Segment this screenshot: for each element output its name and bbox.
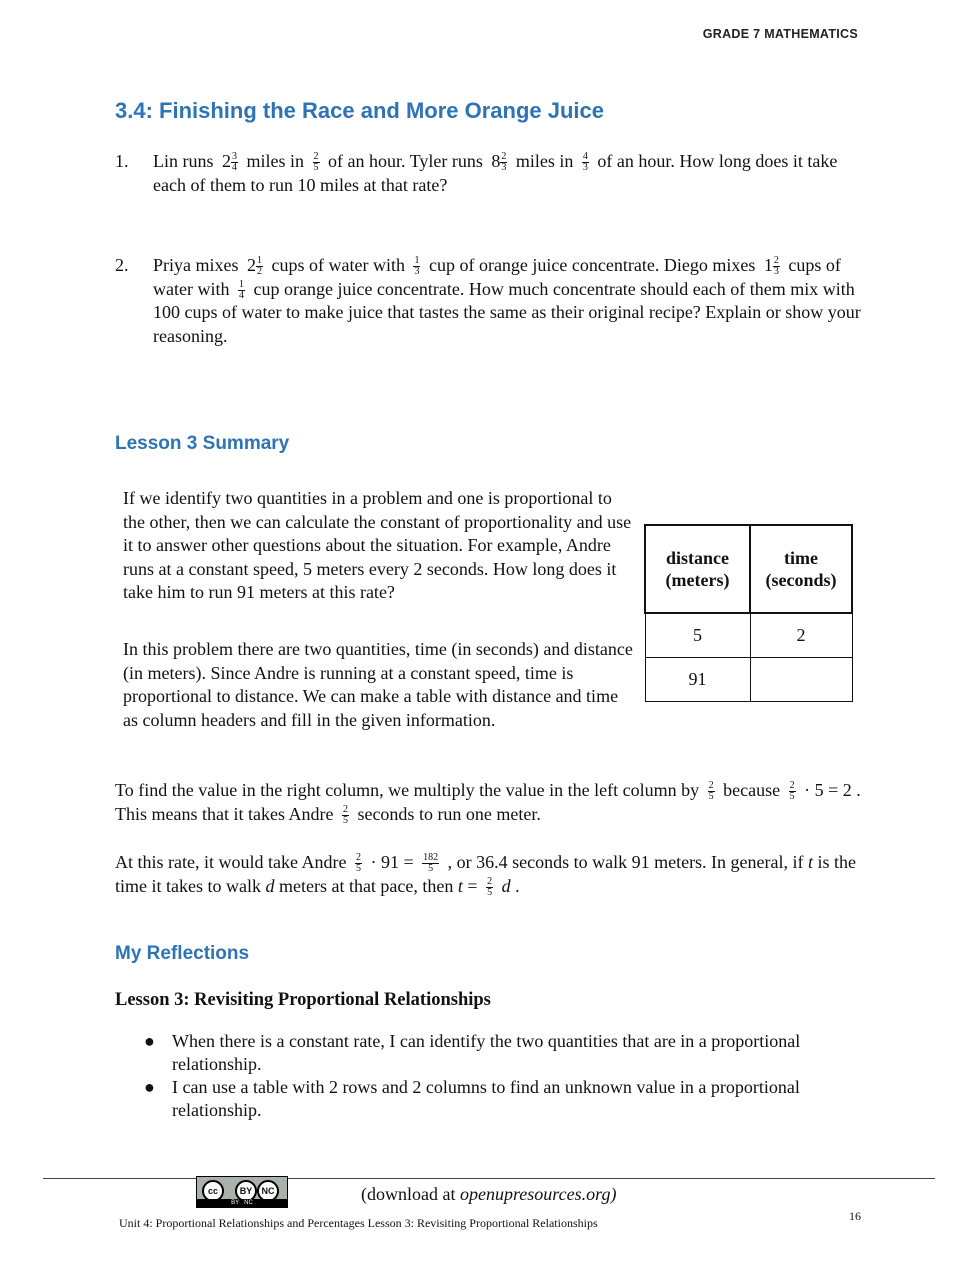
bullet-icon: ● — [144, 1077, 155, 1097]
cc-by-nc-license-icon: cc BY NC BY NC — [196, 1176, 288, 1208]
list-item: ● When there is a constant rate, I can identify the two quantities that are in a proportional relationship. — [144, 1031, 801, 1074]
table-row — [645, 657, 852, 701]
footer-unit-line: Unit 4: Proportional Relationships and Percentages Lesson 3: Revisiting Proportional Relationships — [119, 1216, 598, 1230]
numerator: 2 — [773, 255, 779, 267]
text-run: Priya mixes — [153, 255, 239, 275]
text-run: of an hour. Tyler runs — [328, 151, 483, 171]
denominator: 5 — [313, 162, 319, 174]
math-variable: d — [265, 875, 275, 896]
download-link[interactable]: openupresources.org) — [459, 1184, 617, 1204]
denominator: 4 — [238, 289, 244, 301]
numerator: 1 — [238, 278, 244, 290]
reflections-list — [115, 1030, 815, 1122]
numerator: 3 — [232, 151, 237, 163]
fraction — [582, 152, 589, 173]
problem-number: 1. — [115, 151, 129, 171]
list-item: ● I can use a table with 2 rows and 2 columns to find an unknown value in a proportional relationship. — [144, 1077, 800, 1120]
text-run: cups of water with — [271, 255, 405, 275]
math-variable: t — [457, 875, 463, 896]
numerator: 2 — [342, 803, 348, 815]
footer-divider — [43, 1178, 935, 1179]
text-run: To find the value in the right column, we multiply the value in the left column by — [115, 780, 700, 800]
text-run: cups of water with — [153, 255, 841, 299]
text-run: is the time it takes to walk — [115, 852, 857, 896]
text-run: At this rate, it would take Andre — [115, 852, 347, 872]
text-run: miles in — [246, 151, 304, 171]
text-run: Lin runs — [153, 151, 214, 171]
denominator: 3 — [773, 266, 779, 278]
problem-number: 2. — [115, 255, 129, 275]
denominator: 5 — [428, 863, 434, 875]
denominator: 5 — [789, 791, 795, 803]
denominator: 5 — [708, 791, 714, 803]
math-variable: t — [808, 852, 814, 872]
math-variable: d — [501, 875, 511, 896]
summary-paragraph-2: In this problem there are two quantities, time (in seconds) and distance (in meters). Since Andre is running at a constant speed, time is proportional to distance. We can make a table with distance and time as column headers and fill in the given information. — [123, 639, 633, 730]
text-run: · 91 = — [370, 852, 414, 872]
denominator: 5 — [342, 814, 348, 826]
text-run: because — [723, 780, 781, 800]
mixed-number-whole: 2 — [222, 151, 231, 171]
page-title: 3.4: Finishing the Race and More Orange Juice — [115, 98, 605, 123]
table-cell — [750, 657, 852, 701]
fraction — [313, 152, 320, 173]
page-number: 16 — [849, 1209, 861, 1223]
denominator: 3 — [582, 162, 588, 174]
numerator: 2 — [487, 875, 493, 887]
summary-paragraph-4 — [115, 851, 865, 898]
numerator: 182 — [423, 852, 439, 864]
table-cell: 5 — [645, 613, 750, 657]
fraction — [500, 152, 507, 173]
problem-1 — [115, 150, 865, 197]
text-run: miles in — [515, 151, 574, 171]
summary-paragraph-1: If we identify two quantities in a problem and one is proportional to the other, then we can calculate the constant of proportionality and use it to answer other questions about the situation. For example, Andre runs at a constant speed, 5 meters every 2 seconds. How long does it take him to run 91 meters at this rate? — [123, 488, 632, 602]
table-header-distance: distance (meters) — [645, 525, 750, 613]
text-run: = — [467, 875, 478, 896]
text-run: · 5 = 2 . This means that it takes Andre — [115, 780, 861, 824]
fraction — [256, 256, 263, 277]
fraction — [773, 256, 780, 277]
fraction — [342, 805, 349, 826]
summary-heading: Lesson 3 Summary — [115, 433, 290, 454]
fraction — [486, 877, 493, 898]
text-run: of an hour. How long does it take each of them to run 10 miles at that rate? — [153, 151, 838, 195]
numerator: 2 — [313, 151, 319, 163]
fraction — [789, 781, 796, 802]
fraction — [231, 152, 238, 173]
page-header-subject: GRADE 7 MATHEMATICS — [702, 27, 858, 41]
table-row — [645, 613, 852, 657]
denominator: 4 — [232, 162, 237, 174]
problem-2 — [115, 254, 865, 348]
download-note: (download at openupresources.org) — [361, 1184, 617, 1204]
text-run: meters at that pace, then — [278, 875, 454, 896]
numerator: 1 — [414, 255, 420, 267]
denominator: 3 — [501, 162, 507, 174]
mixed-number-whole: 1 — [763, 255, 773, 275]
denominator: 5 — [487, 886, 493, 898]
fraction — [413, 256, 420, 277]
text-run: seconds to run one meter. — [357, 803, 541, 824]
denominator: 3 — [414, 266, 420, 278]
summary-paragraph-3 — [115, 779, 865, 826]
fraction — [708, 781, 715, 802]
mixed-number-whole: 8 — [491, 151, 501, 171]
reflections-subheading: Lesson 3: Revisiting Proportional Relationships — [115, 990, 491, 1010]
table-cell: 91 — [645, 657, 750, 701]
numerator: 2 — [501, 151, 507, 163]
fraction — [238, 280, 245, 301]
text-run: . — [515, 875, 520, 896]
fraction — [422, 853, 439, 874]
numerator: 2 — [708, 780, 714, 792]
denominator: 5 — [355, 863, 361, 875]
numerator: 2 — [789, 780, 795, 792]
numerator: 2 — [355, 852, 361, 864]
table-header-time: time (seconds) — [750, 525, 852, 613]
fraction — [355, 853, 362, 874]
text-run: cup of orange juice concentrate. Diego mixes — [428, 255, 756, 275]
denominator: 2 — [257, 266, 262, 278]
table-cell: 2 — [750, 613, 852, 657]
mixed-number-whole: 2 — [247, 255, 256, 275]
numerator: 4 — [582, 151, 588, 163]
reflections-heading: My Reflections — [115, 943, 250, 964]
distance-time-table — [644, 524, 853, 702]
numerator: 1 — [257, 255, 262, 267]
bullet-icon: ● — [144, 1031, 155, 1051]
text-run: cup orange juice concentrate. How much concentrate should each of them mix with 100 cups of water to make juice that tastes the same as their original recipe? Explain or show your reasoning. — [153, 278, 861, 346]
text-run: , or 36.4 seconds to walk 91 meters. In general, if — [447, 852, 804, 872]
